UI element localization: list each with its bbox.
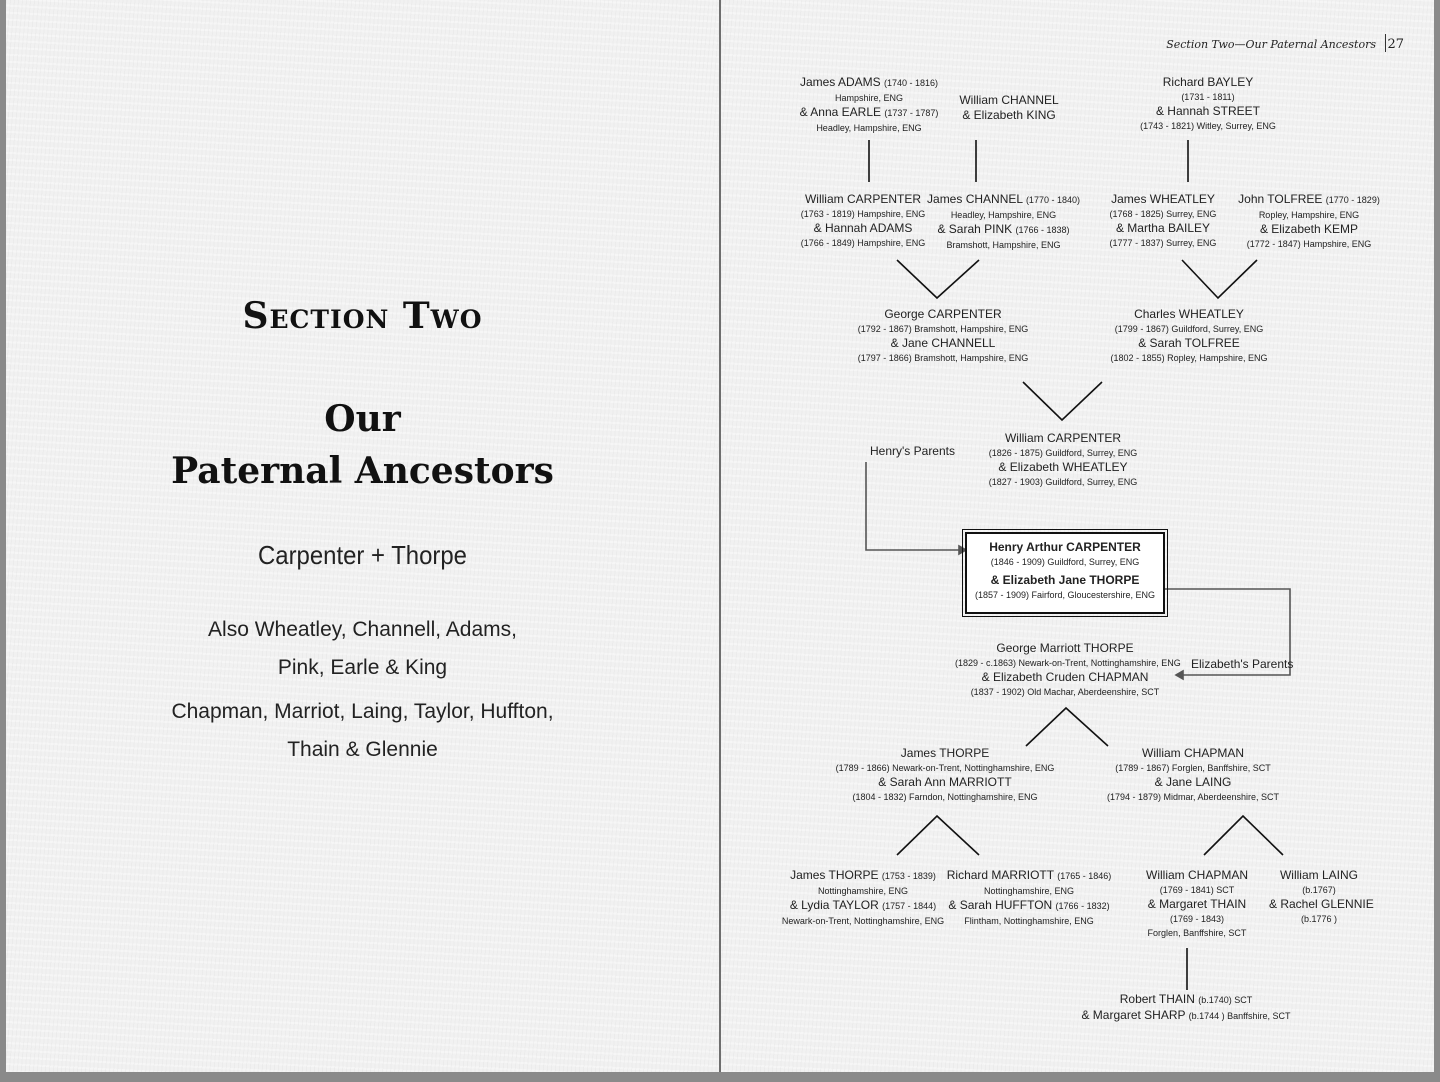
- couple-wheatley-tolfree: Charles WHEATLEY (1799 - 1867) Guildford, Surrey, ENG & Sarah TOLFREE (1802 - 1855) Ropley, Hampshire, ENG: [1110, 307, 1268, 363]
- arrow-head-icon: [1176, 671, 1183, 679]
- couple-tolfree-kemp: John TOLFREE (1770 - 1829) Ropley, Hampshire, ENG & Elizabeth KEMP (1772 - 1847) Hampshire, ENG: [1238, 192, 1380, 249]
- right-page: [721, 0, 1434, 1072]
- connector-chevron: [1182, 260, 1257, 298]
- couple-chapman-laing: William CHAPMAN (1789 - 1867) Forglen, Banffshire, SCT & Jane LAING (1794 - 1879) Midmar, Aberdeenshire, SCT: [1106, 746, 1280, 802]
- page-title-line-1: Our: [324, 398, 401, 440]
- running-head: Section Two—Our Paternal Ancestors: [1166, 38, 1376, 51]
- connector-chevron: [897, 260, 979, 298]
- couple-carpenter-channell: George CARPENTER (1792 - 1867) Bramshott, Hampshire, ENG & Jane CHANNELL (1797 - 1866) Bramshott, Hampshire, ENG: [857, 307, 1029, 363]
- left-page: [6, 0, 719, 1072]
- also-line-2: Pink, Earle & King: [277, 656, 448, 679]
- couple-adams-earle: James ADAMS (1740 - 1816) Hampshire, ENG & Anna EARLE (1737 - 1787) Headley, Hampshire, ENG: [799, 75, 939, 133]
- henry-parents-connector: [866, 462, 959, 550]
- couple-chapman-thain: William CHAPMAN (1769 - 1841) SCT & Margaret THAIN (1769 - 1843) Forglen, Banffshire, SCT: [1146, 868, 1248, 938]
- subtitle: Carpenter + Thorpe: [257, 540, 467, 570]
- couple-thorpe-marriott: James THORPE (1789 - 1866) Newark-on-Trent, Nottinghamshire, ENG & Sarah Ann MARRIOTT (1804 - 1832) Farndon, Nottinghamshire, ENG: [835, 746, 1055, 802]
- connector-chevron: [1023, 382, 1102, 420]
- elizabeth-parents-label: Elizabeth's Parents: [1191, 657, 1294, 671]
- connector-chevron: [1204, 816, 1283, 855]
- connector-chevron: [897, 816, 979, 855]
- couple-bayley-street: Richard BAYLEY (1731 - 1811) & Hannah STREET (1743 - 1821) Witley, Surrey, ENG: [1140, 75, 1276, 131]
- couple-thorpe-chapman: George Marriott THORPE (1829 - c.1863) Newark-on-Trent, Nottinghamshire, ENG & Elizabeth Cruden CHAPMAN (1837 - 1902) Old Machar, Aberdeenshire, SCT: [955, 641, 1181, 697]
- focal-couple: Henry Arthur CARPENTER (1846 - 1909) Guildford, Surrey, ENG & Elizabeth Jane THORPE (1857 - 1909) Fairford, Gloucestershire, ENG: [974, 540, 1156, 600]
- page-title-line-2: Paternal Ancestors: [171, 450, 554, 492]
- also-line-1: Also Wheatley, Channell, Adams,: [208, 618, 517, 641]
- couple-carpenter-adams: William CARPENTER (1763 - 1819) Hampshire, ENG & Hannah ADAMS (1766 - 1849) Hampshire, ENG: [800, 192, 926, 248]
- couple-channel-pink: James CHANNEL (1770 - 1840) Headley, Hampshire, ENG & Sarah PINK (1766 - 1838) Bramshott, Hampshire, ENG: [927, 192, 1080, 250]
- section-label: Section Two: [242, 295, 483, 337]
- couple-channel-king: William CHANNEL & Elizabeth KING: [959, 93, 1059, 122]
- couple-thain-sharp: Robert THAIN (b.1740) SCT & Margaret SHARP (b.1744 ) Banffshire, SCT: [1081, 992, 1291, 1022]
- couple-wheatley-bailey: James WHEATLEY (1768 - 1825) Surrey, ENG & Martha BAILEY (1777 - 1837) Surrey, ENG: [1109, 192, 1217, 248]
- couple-thorpe-taylor: James THORPE (1753 - 1839) Nottinghamshire, ENG & Lydia TAYLOR (1757 - 1844) Newark-on-Trent, Nottinghamshire, ENG: [781, 868, 945, 926]
- couple-marriott-huffton: Richard MARRIOTT (1765 - 1846) Nottinghamshire, ENG & Sarah HUFFTON (1766 - 1832) Flintham, Nottinghamshire, ENG: [946, 868, 1112, 926]
- also-line-4: Thain & Glennie: [287, 738, 438, 761]
- henry-parents-label: Henry's Parents: [870, 444, 955, 458]
- page-number: 27: [1387, 37, 1404, 52]
- couple-laing-glennie: William LAING (b.1767) & Rachel GLENNIE (b.1776 ): [1269, 868, 1374, 924]
- also-line-3: Chapman, Marriot, Laing, Taylor, Huffton,: [171, 700, 554, 723]
- connector-chevron: [1026, 708, 1108, 746]
- couple-carpenter-wheatley: William CARPENTER (1826 - 1875) Guildford, Surrey, ENG & Elizabeth WHEATLEY (1827 - 1903) Guildford, Surrey, ENG: [988, 431, 1138, 487]
